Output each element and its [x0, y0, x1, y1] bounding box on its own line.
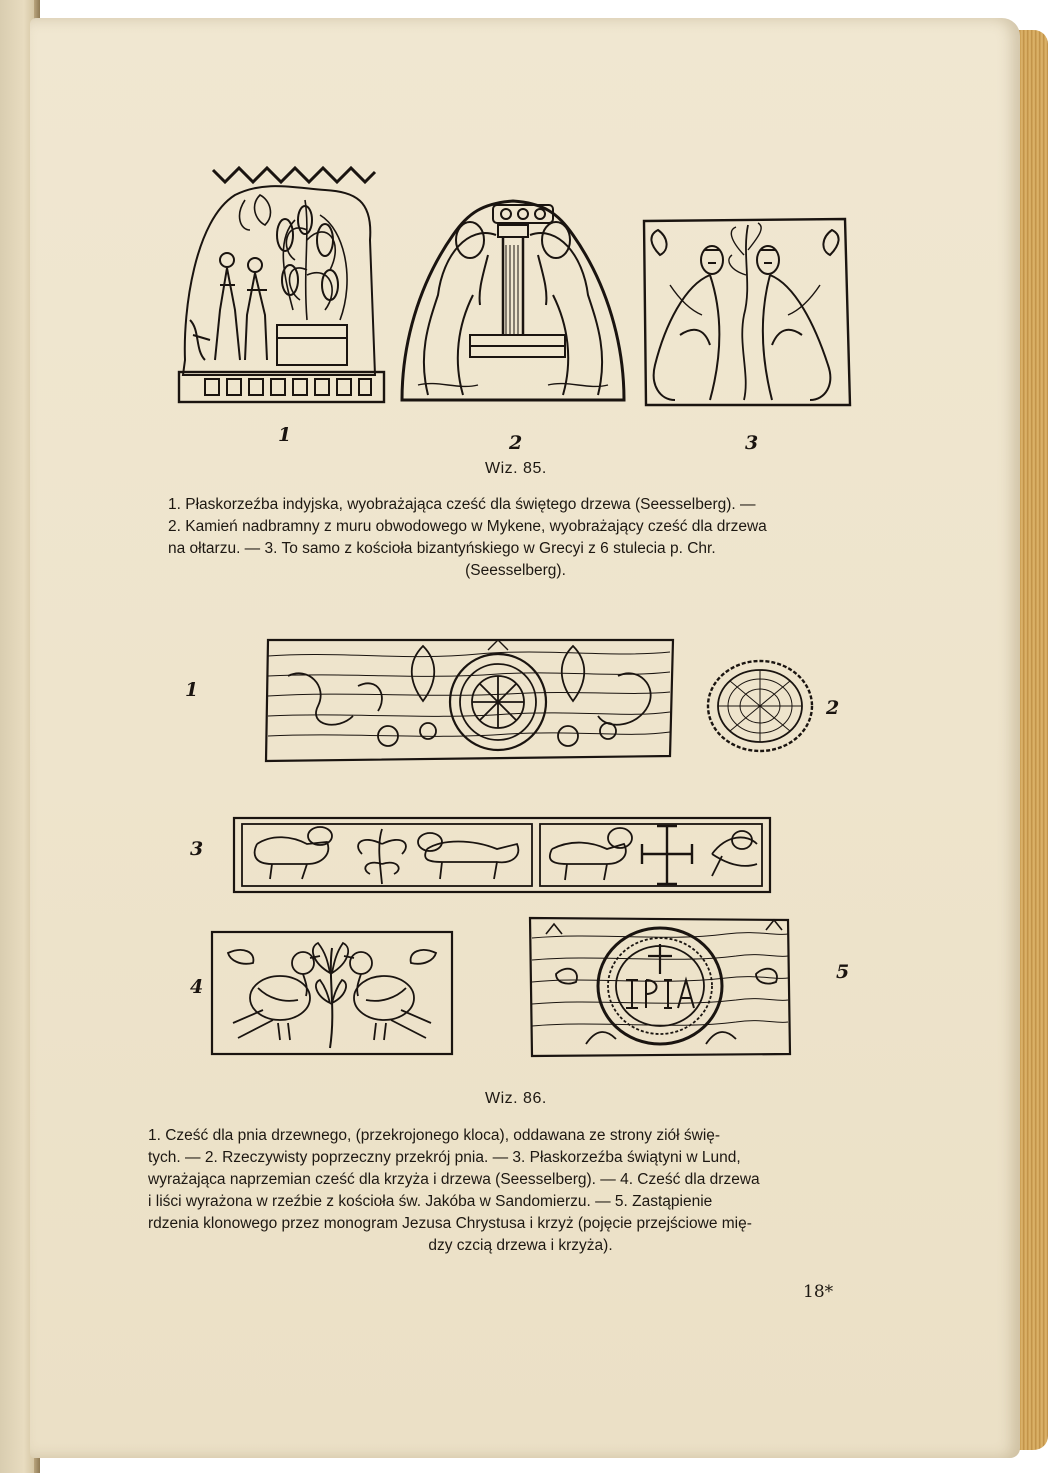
fig85-3-byzantine-griffins	[640, 215, 855, 410]
fig86-2-trunk-cross-section	[704, 657, 816, 755]
fig86-caption-line: rdzenia klonowego przez monogram Jezusa Chrystusa i krzyż (pojęcie przejściowe mię-	[148, 1215, 752, 1232]
fig85-title: Wiz. 85.	[485, 460, 547, 477]
fig86-caption-line: 1. Cześć dla pnia drzewnego, (przekrojonego kloca), oddawana ze strony ziół świę-	[148, 1127, 721, 1144]
fig85-label-1: 1	[278, 424, 292, 446]
fig86-label-4: 4	[190, 976, 204, 998]
fig86-title: Wiz. 86.	[485, 1090, 547, 1107]
fig86-5-monogram-log	[526, 914, 794, 1060]
fig86-label-3: 3	[190, 838, 204, 860]
fig86-label-2: 2	[826, 697, 840, 719]
fig86-caption-line: wyrażająca naprzemian cześć dla krzyża i drzewa (Seesselberg). — 4. Cześć dla drzewa	[148, 1171, 760, 1188]
fig86-caption-line: dzy czcią drzewa i krzyża).	[428, 1237, 613, 1254]
fig86-label-1: 1	[185, 679, 199, 701]
fig86-1-log-relief	[258, 636, 678, 768]
fig85-1-indian-relief	[175, 160, 390, 410]
fig86-caption	[148, 1125, 893, 1257]
page-number: 18*	[803, 1282, 834, 1302]
fig85-label-3: 3	[745, 432, 759, 454]
fig86-caption-line: tych. — 2. Rzeczywisty poprzeczny przekrój pnia. — 3. Płaskorzeźba świątyni w Lund,	[148, 1149, 741, 1166]
fig86-label-5: 5	[836, 961, 850, 983]
fig86-4-sandomierz-doves	[208, 928, 456, 1060]
fig85-2-mycenae-lion-gate	[398, 195, 628, 410]
fig85-caption-line: na ołtarzu. — 3. To samo z kościoła bizantyńskiego w Grecyi z 6 stulecia p. Chr.	[168, 540, 716, 557]
fig86-3-lund-frieze	[232, 814, 774, 896]
fig86-caption-line: i liści wyrażona w rzeźbie z kościoła św. Jakóba w Sandomierzu. — 5. Zastąpienie	[148, 1193, 713, 1210]
fig85-caption-line: 1. Płaskorzeźba indyjska, wyobrażająca cześć dla świętego drzewa (Seesselberg). —	[168, 496, 756, 513]
fig85-caption-line: 2. Kamień nadbramny z muru obwodowego w Mykene, wyobrażający cześć dla drzewa	[168, 518, 767, 535]
fig85-label-2: 2	[509, 432, 523, 454]
fig85-caption-line: (Seesselberg).	[465, 562, 566, 579]
fig85-caption	[168, 494, 863, 582]
